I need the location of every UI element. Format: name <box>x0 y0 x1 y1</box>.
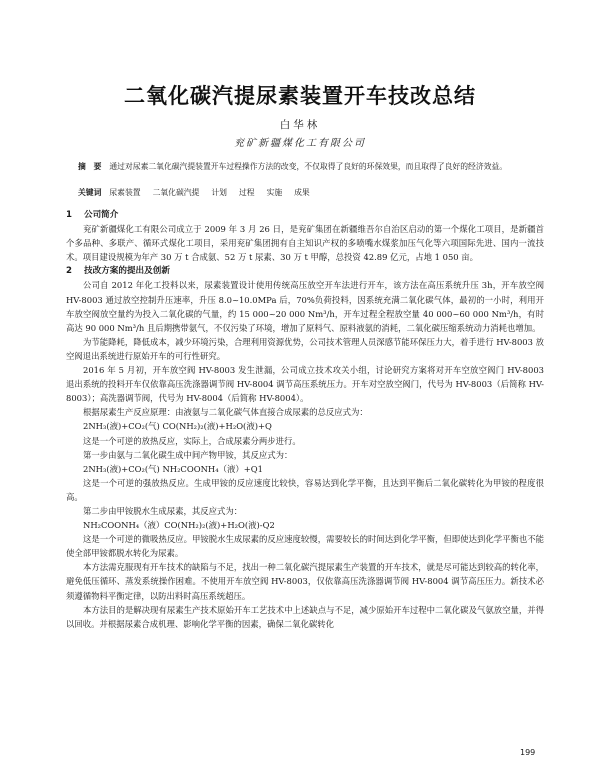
body-paragraph: 本方法目的是解决现有尿素生产技术原始开车工艺技术中上述缺点与不足，减少原始开车过程中二氧化碳及气氨放空量，并得以回收。并根据尿素合成机理、影响化学平衡的因素，确保二氧化碳转化 <box>66 604 544 629</box>
equation: NH₂COONH₄（液）CO(NH₂)₂(液)+H₂O(液)-Q2 <box>83 520 275 531</box>
body-paragraph: 这是一个可逆的微吸热反应。甲铵脱水生成尿素的反应速度较慢，需要较长的时间达到化学平衡，但即使达到化学平衡也不能使全部甲铵都脱水转化为尿素。 <box>66 534 544 559</box>
abstract <box>62 160 542 173</box>
body-paragraph: 2016 年 5 月初，开车放空阀 HV-8003 发生泄漏，公司成立技术攻关小组，讨论研究方案将对开车空放空阀门 HV-8003 退出系统的投料开车仅依靠高压洗涤器调节阀 HV-8004 调节高压系统压力。开车对空放空阀门，代号为 HV-8003（后简称 HV-8003）；高洗器调节阀，代号为 HV-8004（后简称 HV-8004）。 <box>66 365 544 404</box>
keyword: 成果 <box>294 188 310 197</box>
body-paragraph: 为节能降耗，降低成本，减少环境污染，合理利用资源优势，公司技术管理人员深感节能环保压力大，着手进行 HV-8003 放空阀退出系统进行原始开车的可行性研究。 <box>66 336 544 361</box>
section-heading <box>66 208 544 222</box>
equation: 2NH₃(液)+CO₂(气) NH₂COONH₄（液）+Q1 <box>83 463 263 474</box>
keyword: 过程 <box>238 188 255 197</box>
body-paragraph: 兖矿新疆煤化工有限公司成立于 2009 年 3 月 26 日，是兖矿集团在新疆维吾尔自治区启动的第一个煤化工项目，是新疆首个多品种、多联产、循环式煤化工项目，采用兖矿集团拥有自主知识产权的多喷嘴水煤浆加压气化等六项国际先进、国内一流技术。项目建设规模为年产 30 万 t 合成氨、52 万 t 尿素、30 万 t 甲醇，总投资 42.89 亿元，占地 1 050 亩。 <box>66 224 544 263</box>
paper-body <box>66 208 544 631</box>
author-name: 白华林 <box>279 119 321 131</box>
section-number: 1 <box>66 210 72 220</box>
body-paragraph: 第一步由氨与二氧化碳生成中间产物甲铵，其反应式为： <box>83 449 293 460</box>
section-title: 技改方案的提出及创新 <box>83 266 170 277</box>
paper-title: 二氧化碳汽提尿素装置开车技改总结 <box>124 84 476 108</box>
body-paragraph: 根据尿素生产反应原理：由液氨与二氧化碳气体直接合成尿素的总反应式为： <box>83 407 368 418</box>
body-paragraph: 这是一个可逆的放热反应，实际上，合成尿素分两步进行。 <box>83 435 301 446</box>
equation: 2NH₃(液)+CO₂(气) CO(NH₂)₂(液)+H₂O(液)+Q <box>83 421 272 432</box>
abstract-label: 摘 要 <box>78 162 102 171</box>
body-paragraph: 这是一个可逆的强放热反应。生成甲铵的反应速度比较快，容易达到化学平衡，且达到平衡后二氧化碳转化为甲铵的程度很高。 <box>66 477 544 502</box>
abstract-text: 通过对尿素二氧化碳汽提装置开车过程操作方法的改变，不仅取得了良好的环保效果，而且取得了良好的经济效益。 <box>109 162 508 171</box>
keyword: 尿素装置 <box>109 188 141 197</box>
keyword: 二氧化碳汽提 <box>152 188 200 197</box>
keywords-label: 关键词 <box>78 188 102 197</box>
body-paragraph: 第二步由甲铵脱水生成尿素，其反应式为： <box>83 505 243 516</box>
section-number: 2 <box>66 266 72 277</box>
author-affiliation: 兖矿新疆煤化工有限公司 <box>234 138 366 149</box>
section-heading <box>66 264 544 278</box>
keyword: 计划 <box>211 188 227 197</box>
keyword: 实施 <box>266 188 283 197</box>
body-paragraph: 本方法需克服现有开车技术的缺陷与不足，找出一种二氧化碳汽提尿素生产装置的开车技术，就是尽可能达到较高的转化率，避免低压循环、蒸发系统操作困难。不使用开车放空阀 HV-8003，仅依靠高压洗涤器调节阀 HV-8004 调节高压压力。新技术必须遵循物料平衡定律，以防出料时高压系统超压。 <box>66 562 544 601</box>
keywords <box>62 187 542 199</box>
body-paragraph: 公司自 2012 年化工投料以来，尿素装置设计使用传统高压放空开车法进行开车，该方法在高压系统升压 3h，开车放空阀 HV-8003 通过放空控制升压速率，升压 8.0~10.0MPa 后，70%负荷投料，因系统充满二氧化碳气体，最初的一小时，利用开车放空阀放空量约为投入二氧化碳的气量，约 15 000~20 000 Nm³/h，开车过程全程放空量 40 000~60 000 Nm³/h，有时高达 90 000 Nm³/h 且后期携带氨气，不仅污染了环境，增加了原料气、原料液氨的消耗，二氧化碳压缩系统动力消耗也增加。 <box>66 280 544 333</box>
page-number: 199 <box>520 748 536 757</box>
section-title: 公司简介 <box>83 210 119 220</box>
